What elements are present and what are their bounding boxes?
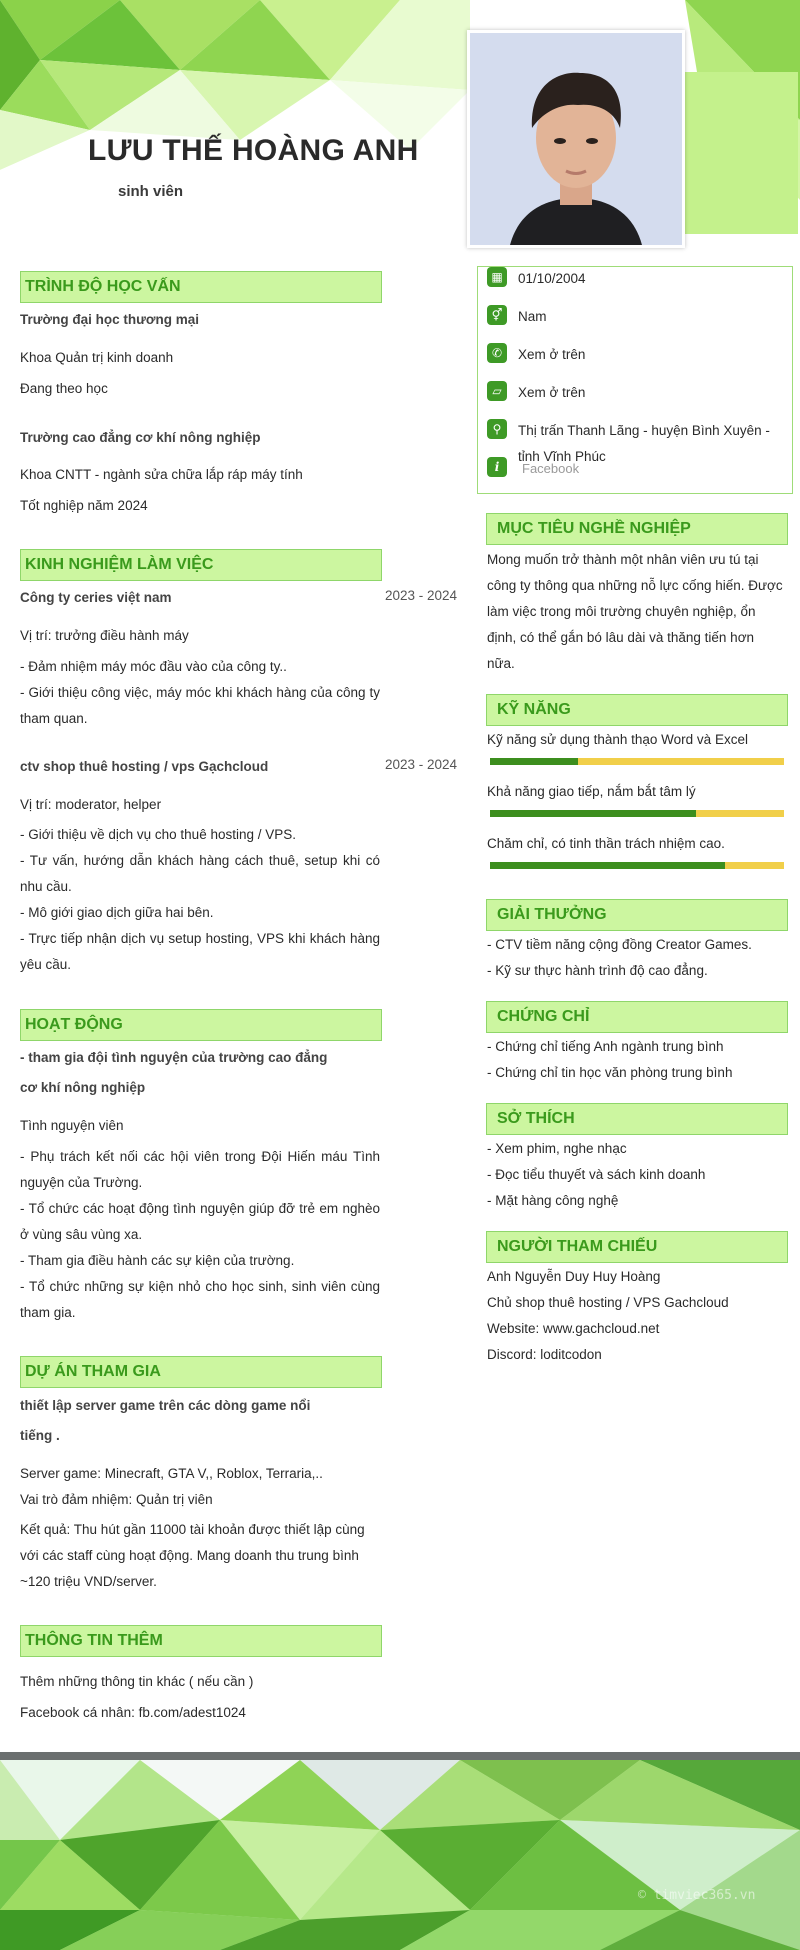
experience-duty-2-2: - Tư vấn, hướng dẫn khách hàng cách thuê, setup khi có nhu cầu. [20,853,380,894]
hobby-2: - Đọc tiểu thuyết và sách kinh doanh [487,1167,706,1182]
skill-bar-1 [490,758,784,765]
profile-photo [470,33,682,245]
info-icon: i [487,457,507,477]
skill-bar-fill-1 [490,758,578,765]
projects-role: Vai trò đảm nhiệm: Quản trị viên [20,1492,213,1507]
skills-section-title: KỸ NĂNG [486,694,788,726]
contact-phone: Xem ở trên [518,347,586,362]
projects-result: Kết quả: Thu hút gần 11000 tài khoản được thiết lập cùng với các staff cùng hoạt động. Mang doanh thu trung bình ~120 triệu VND/server. [20,1522,365,1589]
hobby-1: - Xem phim, nghe nhạc [487,1141,627,1156]
extra-facebook: Facebook cá nhân: fb.com/adest1024 [20,1705,246,1720]
skill-bar-fill-2 [490,810,696,817]
phone-icon: ✆ [487,343,507,363]
projects-section-title: DỰ ÁN THAM GIA [20,1356,382,1388]
candidate-name: LƯU THẾ HOÀNG ANH [88,134,419,167]
contact-address-line1: Thị trấn Thanh Lãng - huyện Bình Xuyên - [518,423,770,438]
education-major-1: Khoa Quản trị kinh doanh [20,350,174,365]
reference-3: Website: www.gachcloud.net [487,1321,660,1336]
activities-heading-line2: cơ khí nông nghiệp [20,1080,146,1095]
experience-position-2: Vị trí: moderator, helper [20,797,162,812]
experience-company-2: ctv shop thuê hosting / vps Gạchcloud [20,759,269,774]
experience-company-1: Công ty ceries việt nam [20,590,172,605]
experience-duty-2-1: - Giới thiệu về dịch vụ cho thuê hosting / VPS. [20,827,296,842]
footer-divider [0,1752,800,1760]
skill-bar-2 [490,810,784,817]
gender-icon: ⚥ [487,305,507,325]
activities-role: Tình nguyện viên [20,1118,124,1133]
calendar-icon: ▦ [487,267,507,287]
header-accent-block [685,72,798,234]
experience-duty-1-1: - Đảm nhiệm máy móc đầu vào của công ty.. [20,659,287,674]
reference-1: Anh Nguyễn Duy Huy Hoàng [487,1269,661,1284]
contact-birthdate: 01/10/2004 [518,271,586,286]
contact-address-line2: tỉnh Vĩnh Phúc [518,449,606,464]
education-section-title: TRÌNH ĐỘ HỌC VẤN [20,271,382,303]
certificate-2: - Chứng chỉ tin học văn phòng trung bình [487,1065,733,1080]
experience-section-title: KINH NGHIỆM LÀM VIỆC [20,549,382,581]
experience-period-1: 2023 - 2024 [384,588,457,603]
email-icon: ▱ [487,381,507,401]
watermark: © timviec365.vn [638,1888,756,1903]
location-pin-icon: ⚲ [487,419,507,439]
hobby-3: - Mặt hàng công nghệ [487,1193,619,1208]
skill-name-3: Chăm chỉ, có tinh thần trách nhiệm cao. [487,836,725,851]
experience-duty-1-2: - Giới thiệu công việc, máy móc khi khách hàng của công ty tham quan. [20,685,380,726]
extra-line-1: Thêm những thông tin khác ( nếu cần ) [20,1674,254,1689]
experience-period-2: 2023 - 2024 [384,757,457,772]
candidate-role: sinh viên [118,183,184,200]
award-2: - Kỹ sư thực hành trình độ cao đẳng. [487,963,708,978]
certificate-1: - Chứng chỉ tiếng Anh ngành trung bình [487,1039,724,1054]
activities-section-title: HOẠT ĐỘNG [20,1009,382,1041]
awards-section-title: GIẢI THƯỞNG [486,899,788,931]
activities-line-4: - Tổ chức những sự kiện nhỏ cho học sinh, sinh viên cùng tham gia. [20,1279,380,1320]
objective-section-title: MỤC TIÊU NGHỀ NGHIỆP [486,513,788,545]
extra-section-title: THÔNG TIN THÊM [20,1625,382,1657]
skill-name-1: Kỹ năng sử dụng thành thạo Word và Excel [487,732,748,747]
reference-2: Chủ shop thuê hosting / VPS Gachcloud [487,1295,729,1310]
experience-position-1: Vị trí: trưởng điều hành máy [20,628,189,643]
skill-bar-fill-3 [490,862,725,869]
footer-polygon-background [0,1760,800,1950]
experience-duty-2-4: - Trực tiếp nhận dịch vụ setup hosting, VPS khi khách hàng yêu cầu. [20,931,380,972]
hobbies-section-title: SỞ THÍCH [486,1103,788,1135]
projects-heading-line1: thiết lập server game trên các dòng game nổi [20,1398,311,1413]
education-major-2: Khoa CNTT - ngành sửa chữa lắp ráp máy tính [20,467,303,482]
award-1: - CTV tiềm năng cộng đồng Creator Games. [487,937,752,952]
activities-line-2: - Tổ chức các hoạt động tình nguyện giúp đỡ trẻ em nghèo ở vùng sâu vùng xa. [20,1201,380,1242]
education-status-1: Đang theo học [20,381,108,396]
experience-duty-2-3: - Mô giới giao dịch giữa hai bên. [20,905,214,920]
objective-text: Mong muốn trở thành một nhân viên ưu tú tại công ty thông qua những nỗ lực cống hiến. Được làm việc trong môi trường chuyên nghiệp, ổn định, có thể gắn bó lâu dài và thăng tiến hơn nữa. [487,552,783,671]
activities-heading-line1: - tham gia đội tình nguyện của trường cao đẳng [20,1050,328,1065]
activities-line-3: - Tham gia điều hành các sự kiện của trường. [20,1253,295,1268]
contact-email: Xem ở trên [518,385,586,400]
reference-4: Discord: loditcodon [487,1347,602,1362]
education-status-2: Tốt nghiệp năm 2024 [20,498,148,513]
contact-facebook[interactable]: Facebook [522,461,580,476]
references-section-title: NGƯỜI THAM CHIẾU [486,1231,788,1263]
contact-gender: Nam [518,309,547,324]
education-school-1: Trường đại học thương mại [20,312,200,327]
education-school-2: Trường cao đẳng cơ khí nông nghiệp [20,430,261,445]
certificates-section-title: CHỨNG CHỈ [486,1001,788,1033]
projects-game: Server game: Minecraft, GTA V,, Roblox, Terraria,.. [20,1466,323,1481]
activities-line-1: - Phụ trách kết nối các hội viên trong Đội Hiến máu Tình nguyện của Trường. [20,1149,380,1190]
projects-heading-line2: tiếng . [20,1428,60,1443]
skill-bar-3 [490,862,784,869]
skill-name-2: Khả năng giao tiếp, nắm bắt tâm lý [487,784,696,799]
